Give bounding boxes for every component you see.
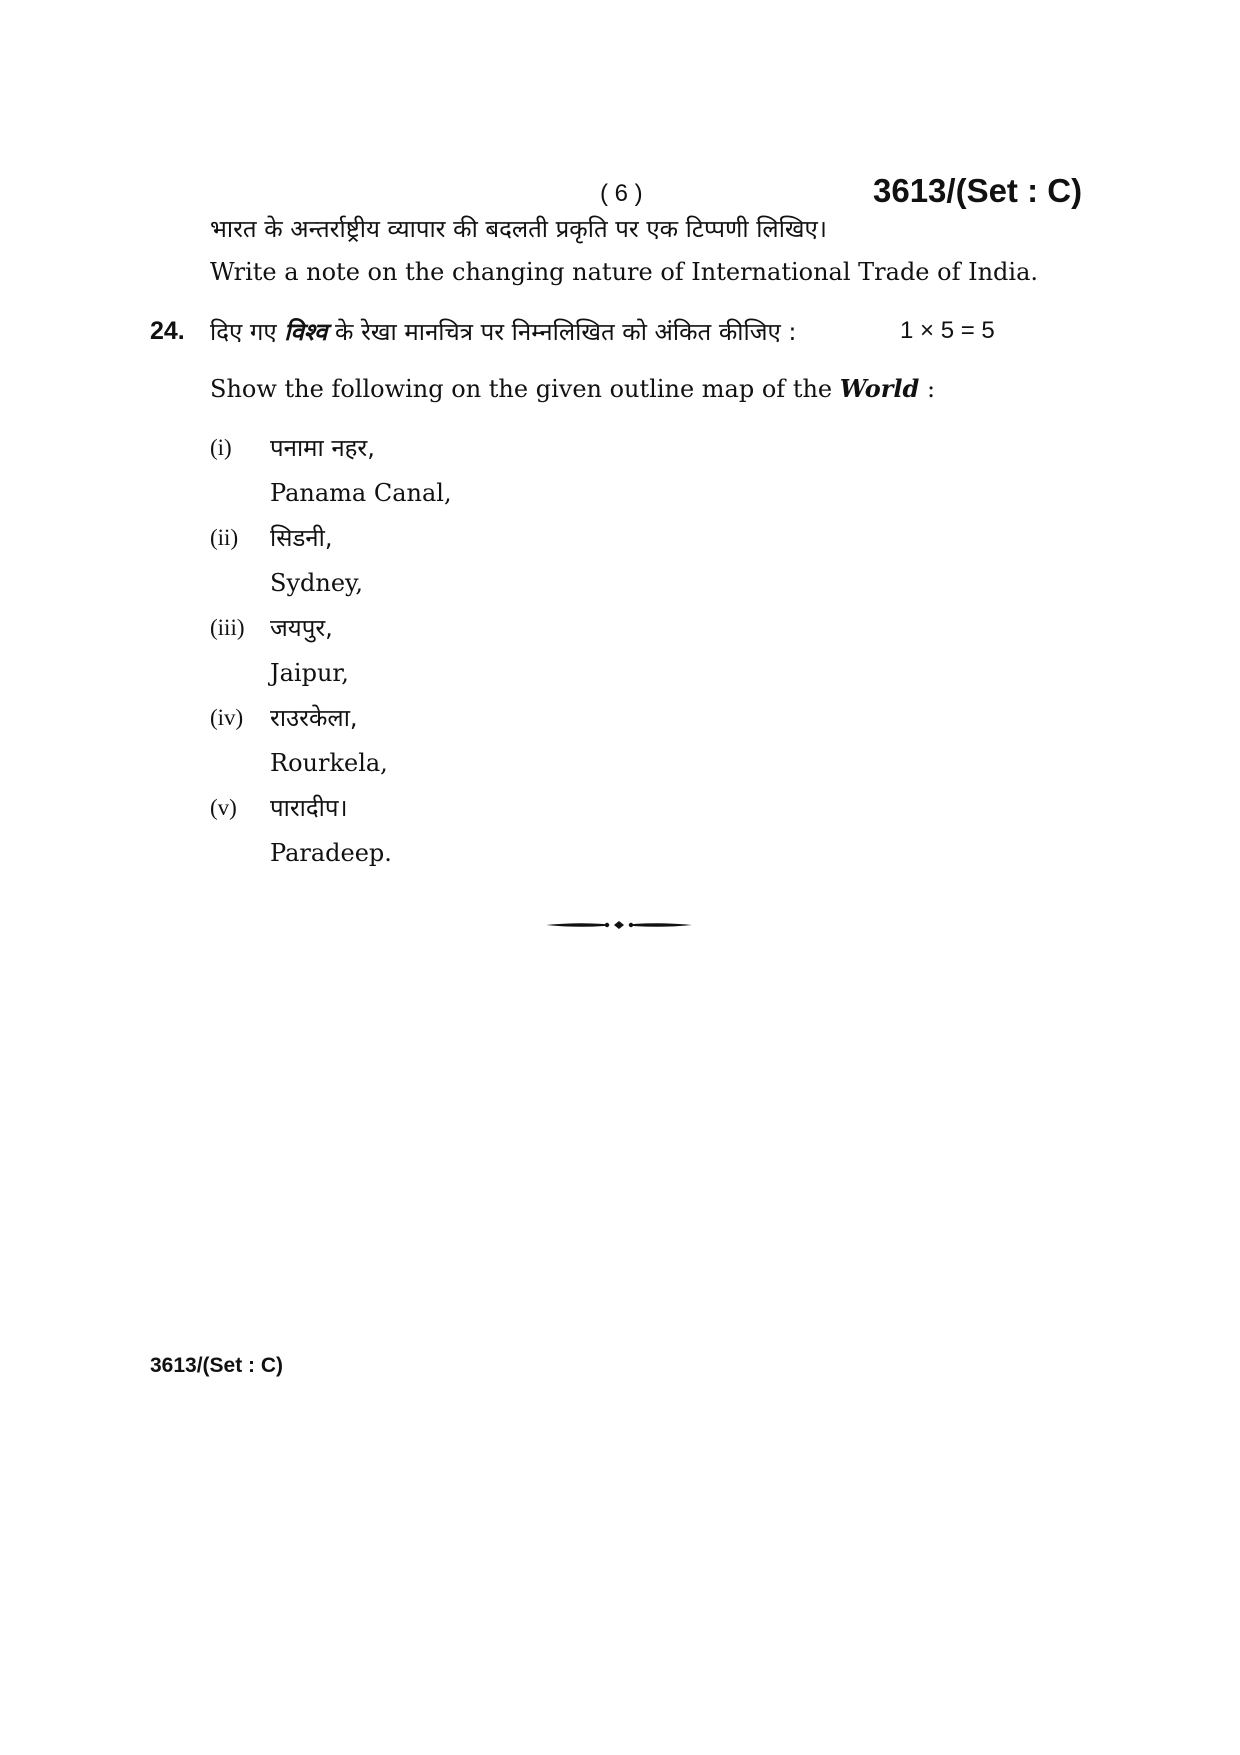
item-3-hindi: जयपुर, [270, 614, 333, 642]
question-23-english: Write a note on the changing nature of International Trade of India. [210, 258, 1039, 286]
item-3-roman: (iii) [210, 615, 245, 640]
question-24-hindi-after: के रेखा मानचित्र पर निम्नलिखित को अंकित कीजिए : [327, 318, 797, 346]
question-24-english-emph: World [839, 374, 920, 403]
item-4-hindi: राउरकेला, [270, 704, 358, 732]
item-2-roman: (ii) [210, 525, 239, 550]
item-5-hindi: पारादीप। [270, 794, 348, 822]
item-2-hindi: सिडनी, [270, 524, 333, 552]
set-code-header: 3613/(Set : C) [873, 172, 1083, 209]
end-ornament-divider [546, 918, 692, 932]
set-code-footer: 3613/(Set : C) [150, 1354, 284, 1377]
question-23-hindi: भारत के अन्तर्राष्ट्रीय व्यापार की बदलती प्रकृति पर एक टिप्पणी लिखिए। [210, 215, 827, 243]
item-1-english: Panama Canal, [270, 479, 452, 507]
question-24-hindi-before: दिए गए [210, 318, 285, 346]
item-2-english: Sydney, [270, 569, 364, 597]
item-1-roman: (i) [210, 435, 232, 460]
question-24-hindi [210, 315, 797, 348]
question-24-english-after: : [919, 375, 936, 403]
item-5-english: Paradeep. [270, 839, 392, 867]
item-4-roman: (iv) [210, 705, 244, 730]
item-5-roman: (v) [210, 795, 237, 820]
item-3-english: Jaipur, [270, 659, 349, 687]
item-4-english: Rourkela, [270, 749, 388, 777]
question-24-english [210, 374, 935, 403]
question-24-english-before: Show the following on the given outline map of the [210, 375, 840, 403]
item-1-hindi: पनामा नहर, [270, 434, 375, 462]
question-24-marks: 1 × 5 = 5 [900, 317, 995, 344]
question-24-hindi-emph: विश्व [284, 318, 328, 346]
question-24-number: 24. [150, 317, 185, 345]
page-number: ( 6 ) [600, 180, 643, 207]
